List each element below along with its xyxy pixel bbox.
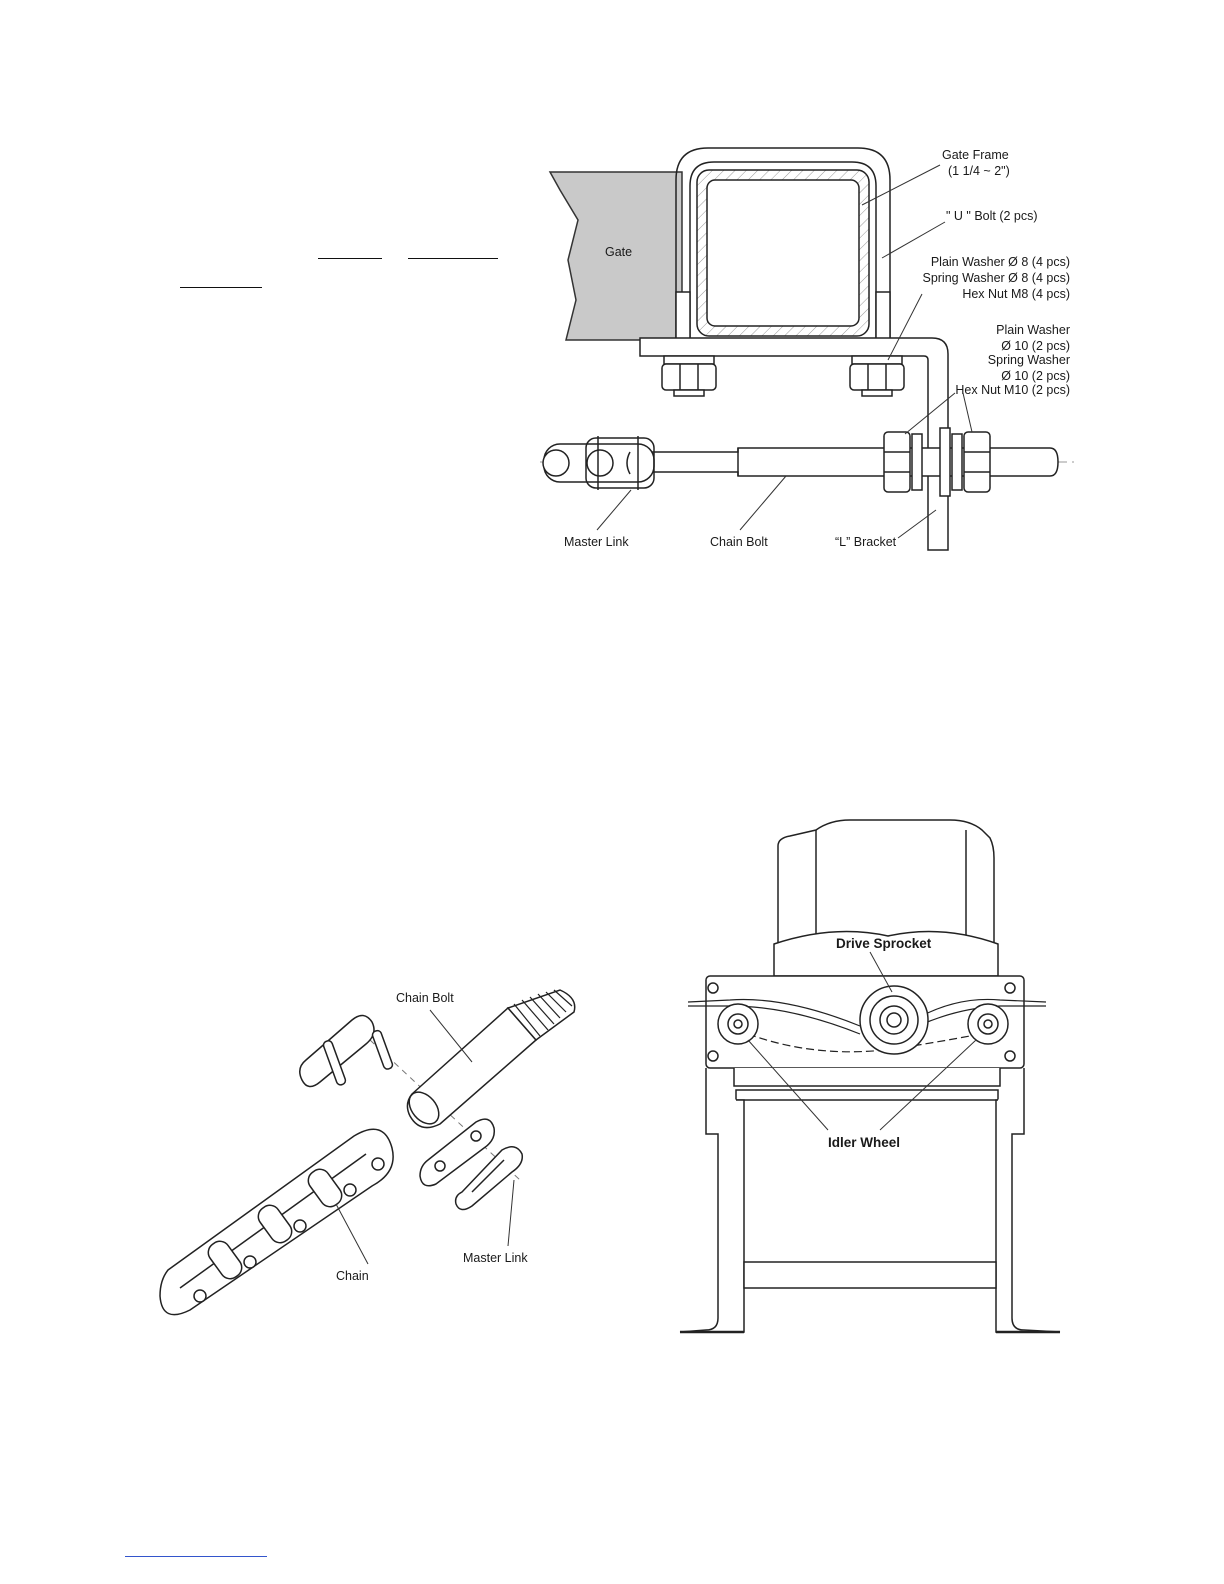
right-leg-shape [996, 1068, 1060, 1332]
roller-chain-shape [160, 1129, 393, 1314]
label-hex-nut-m10: Hex Nut M10 (2 pcs) [955, 383, 1070, 397]
label-gate-frame: Gate Frame [942, 148, 1009, 162]
chain-assembly-diagram [160, 990, 575, 1315]
label-chain-bolt: Chain Bolt [710, 535, 768, 549]
label-plain-washer-10-size: Ø 10 (2 pcs) [1001, 339, 1070, 353]
label-idler-wheel: Idler Wheel [828, 1135, 901, 1150]
label-master-link-2: Master Link [463, 1251, 528, 1265]
label-master-link: Master Link [564, 535, 629, 549]
label-drive-sprocket: Drive Sprocket [836, 936, 932, 951]
label-chain-bolt-2: Chain Bolt [396, 991, 454, 1005]
label-chain: Chain [336, 1269, 369, 1283]
label-spring-washer-10: Spring Washer [987, 353, 1070, 367]
label-hex-nut-m8: Hex Nut M8 (4 pcs) [962, 287, 1070, 301]
chain-bolt-shape [648, 448, 1058, 476]
label-plain-washer-8: Plain Washer Ø 8 (4 pcs) [930, 255, 1070, 269]
label-spring-washer-8: Spring Washer Ø 8 (4 pcs) [922, 271, 1070, 285]
label-spring-washer-10-size: Ø 10 (2 pcs) [1001, 369, 1070, 383]
label-gate: Gate [605, 245, 633, 259]
label-plain-washer-10: Plain Washer [996, 323, 1070, 337]
left-leg-shape [680, 1068, 744, 1332]
label-u-bolt: " U " Bolt (2 pcs) [946, 209, 1038, 223]
label-l-bracket: “L” Bracket [835, 535, 897, 549]
operator-front-view [680, 820, 1060, 1332]
label-gate-frame-size: (1 1/4 ~ 2") [948, 164, 1010, 178]
